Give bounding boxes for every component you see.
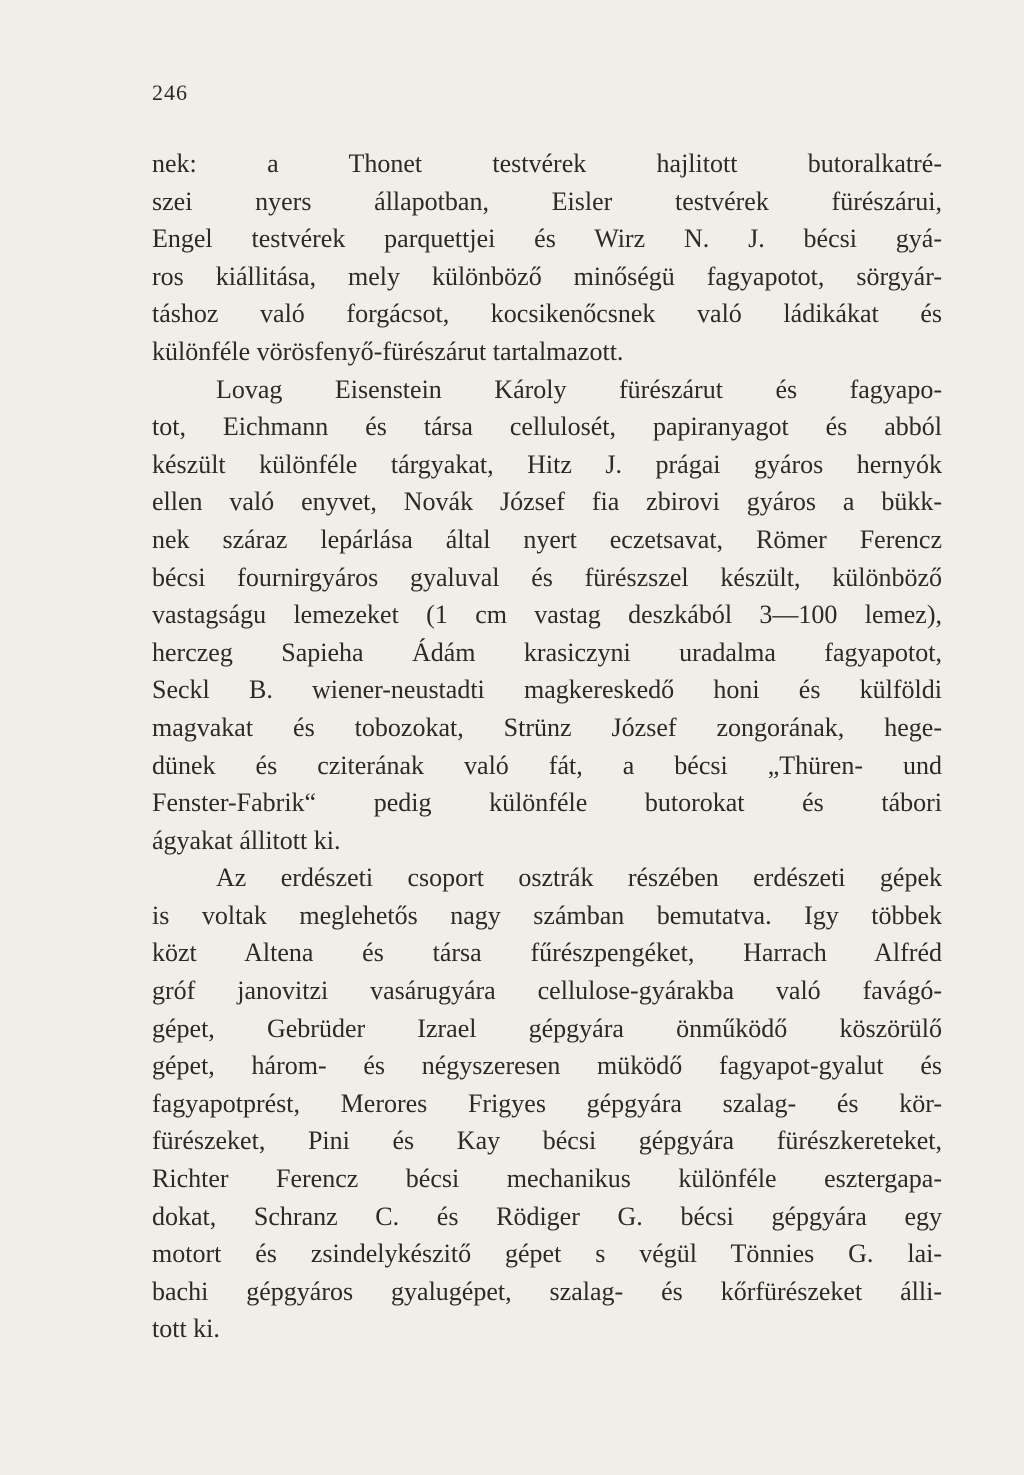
text-line: bécsi fournirgyáros gyaluval és fürészszel készült, különböző	[152, 562, 942, 592]
text-line: Az erdészeti csoport osztrák részében erdészeti gépek	[216, 863, 942, 893]
text-line: szei nyers állapotban, Eisler testvérek fürészárui,	[152, 186, 942, 216]
text-line: nek: a Thonet testvérek hajlitott butoralkatré-	[152, 149, 942, 178]
text-line: Richter Ferencz bécsi mechanikus különféle esztergapa-	[152, 1164, 942, 1194]
text-line: Fenster-Fabrik“ pedig különféle butorokat és tábori	[152, 788, 942, 818]
text-line: ellen való enyvet, Novák József fia zbirovi gyáros a bükk-	[152, 487, 942, 517]
text-line: gépet, Gebrüder Izrael gépgyára önműködő köszörülő	[152, 1013, 942, 1043]
text-line: Seckl B. wiener-neustadti magkereskedő honi és külföldi	[152, 675, 942, 705]
text-line: tot, Eichmann és társa cellulosét, papiranyagot és abból	[152, 412, 942, 442]
text-line: dokat, Schranz C. és Rödiger G. bécsi gépgyára egy	[152, 1201, 942, 1231]
text-line: vastagságu lemezeket (1 cm vastag deszkából 3—100 lemez),	[152, 600, 942, 630]
text-line: különféle vörösfenyő-fürészárut tartalmazott.	[152, 336, 624, 366]
text-line: fagyapotprést, Merores Frigyes gépgyára szalag- és kör-	[152, 1088, 942, 1118]
text-line: motort és zsindelykészitő gépet s végül Tönnies G. lai-	[152, 1239, 942, 1269]
text-line: ros kiállitása, mely különböző minőségü fagyapotot, sörgyár-	[152, 261, 942, 291]
text-line: nek száraz lepárlása által nyert eczetsavat, Römer Ferencz	[152, 524, 942, 554]
text-line: táshoz való forgácsot, kocsikenőcsnek való ládikákat és	[152, 299, 942, 329]
text-line: is voltak meglehetős nagy számban bemutatva. Igy többek	[152, 900, 942, 930]
body-text	[152, 145, 942, 1348]
text-line: készült különféle tárgyakat, Hitz J. prágai gyáros hernyók	[152, 449, 942, 479]
text-line: gróf janovitzi vasárugyára cellulose-gyárakba való favágó-	[152, 976, 942, 1006]
text-line: tott ki.	[152, 1314, 220, 1344]
text-line: fürészeket, Pini és Kay bécsi gépgyára fürészkereteket,	[152, 1126, 942, 1156]
text-line: ágyakat állitott ki.	[152, 825, 341, 855]
text-line: Lovag Eisenstein Károly fürészárut és fagyapo-	[216, 374, 942, 404]
text-line: dünek és cziterának való fát, a bécsi „Thüren- und	[152, 750, 942, 780]
page-number: 246	[152, 80, 188, 105]
text-line: herczeg Sapieha Ádám krasiczyni uradalma fagyapotot,	[152, 637, 942, 667]
text-line: Engel testvérek parquettjei és Wirz N. J. bécsi gyá-	[152, 224, 942, 254]
text-line: közt Altena és társa fűrészpengéket, Harrach Alfréd	[152, 938, 942, 968]
text-line: gépet, három- és négyszeresen müködő fagyapot-gyalut és	[152, 1051, 942, 1081]
text-line: bachi gépgyáros gyalugépet, szalag- és kőrfürészeket álli-	[152, 1276, 942, 1306]
text-line: magvakat és tobozokat, Strünz József zongorának, hege-	[152, 712, 942, 742]
